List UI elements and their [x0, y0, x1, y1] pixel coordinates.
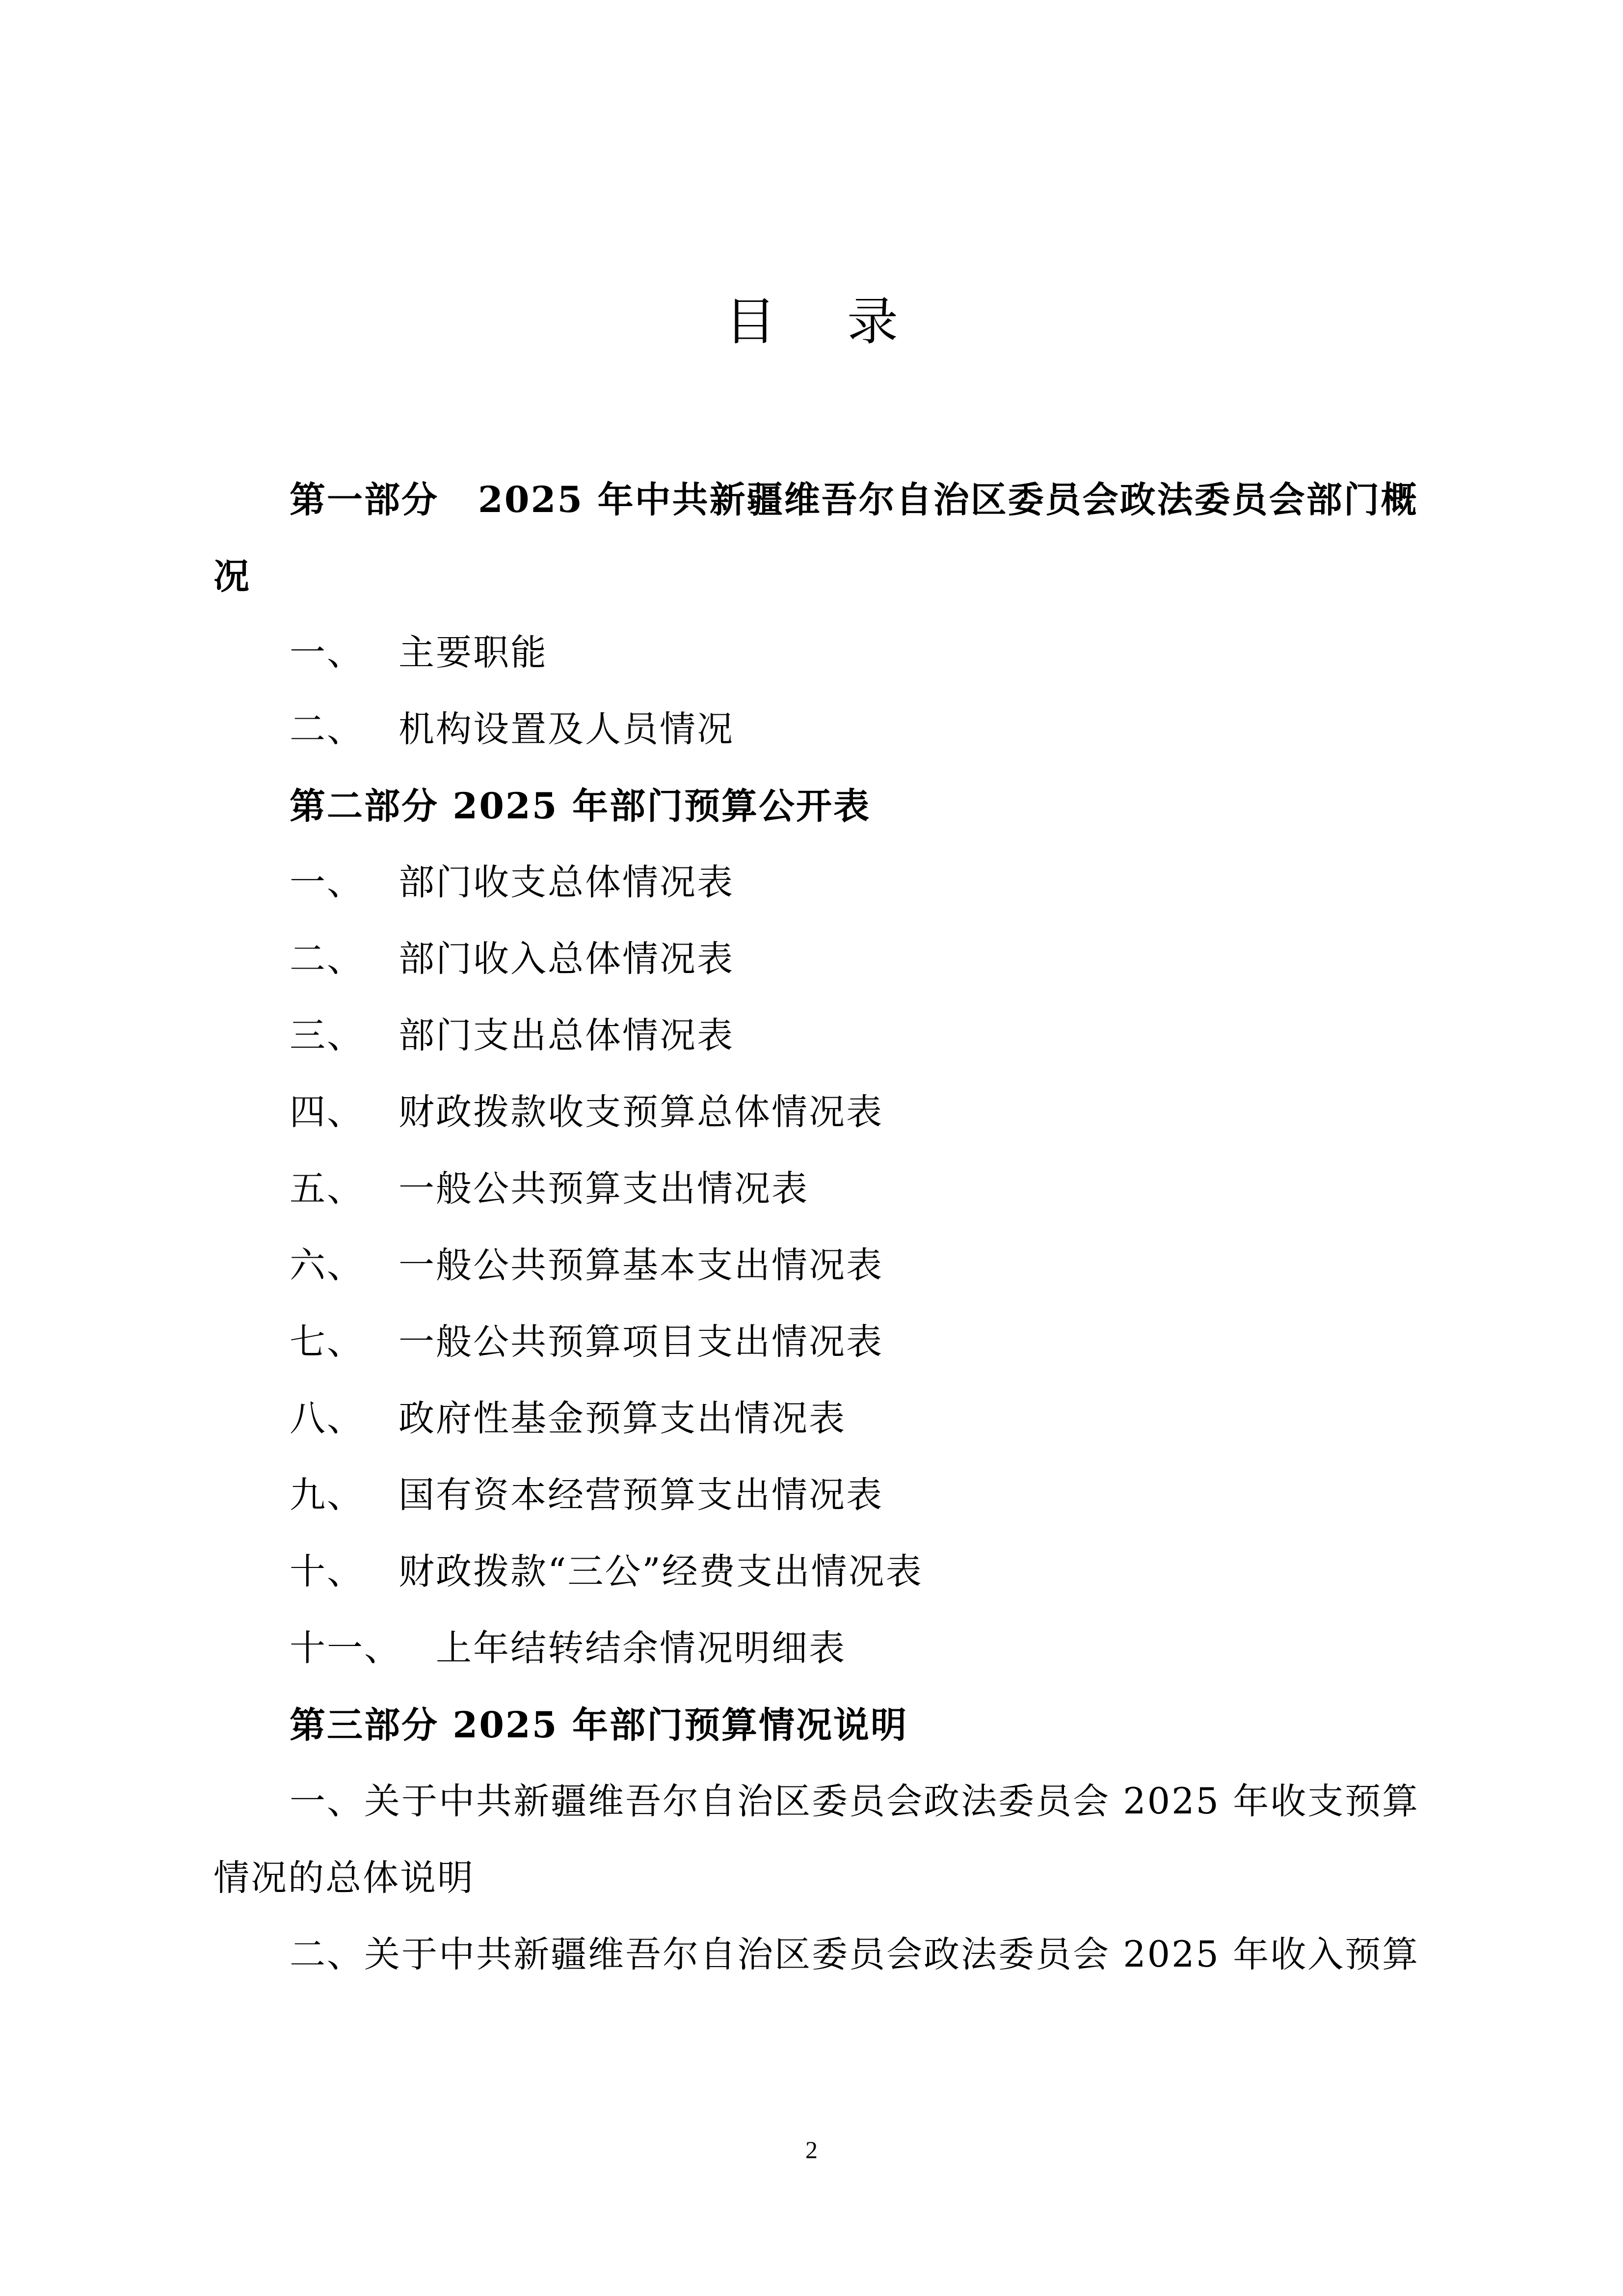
toc-part2-item-3[interactable] — [213, 998, 1431, 1074]
toc-item-text: 部门收支总体情况表 — [399, 862, 734, 903]
table-of-contents — [213, 461, 1431, 1993]
toc-part1-heading-continuation — [213, 538, 1431, 615]
toc-part1-item-1[interactable] — [213, 615, 1431, 691]
toc-item-text: 部门支出总体情况表 — [399, 1015, 734, 1056]
toc-item-number: 二、 — [290, 938, 364, 980]
toc-part2-heading[interactable] — [213, 768, 1431, 844]
toc-item-text: 上年结转结余情况明细表 — [436, 1627, 846, 1669]
toc-item-number: 九、 — [290, 1474, 364, 1516]
toc-part2-title: 第二部分 2025 年部门预算公开表 — [290, 785, 871, 827]
toc-part2-item-6[interactable] — [213, 1227, 1431, 1304]
toc-part3-item-1[interactable] — [213, 1763, 1431, 1840]
toc-item-text: 财政拨款收支预算总体情况表 — [399, 1091, 883, 1133]
toc-part2-item-9[interactable] — [213, 1457, 1431, 1534]
toc-item-text: 主要职能 — [399, 632, 548, 674]
toc-part3-item-1-continuation — [213, 1840, 1431, 1917]
toc-part1-item-2[interactable] — [213, 691, 1431, 768]
toc-item-number: 十、 — [290, 1551, 364, 1593]
toc-item-text: 一、关于中共新疆维吾尔自治区委员会政法委员会 2025 年收支预算 — [290, 1781, 1420, 1822]
toc-part2-item-11[interactable] — [213, 1610, 1431, 1687]
toc-item-text: 一般公共预算项目支出情况表 — [399, 1321, 883, 1363]
toc-item-number: 十一、 — [290, 1627, 401, 1669]
toc-item-number: 七、 — [290, 1321, 364, 1363]
toc-item-number: 四、 — [290, 1091, 364, 1133]
toc-item-number: 一、 — [290, 632, 364, 674]
toc-part1-title: 2025 年中共新疆维吾尔自治区委员会政法委员会部门概 — [478, 479, 1418, 521]
toc-item-text: 政府性基金预算支出情况表 — [399, 1398, 846, 1439]
toc-item-number: 三、 — [290, 1015, 364, 1056]
toc-part1-label: 第一部分 — [290, 479, 439, 521]
toc-part2-item-10[interactable] — [213, 1534, 1431, 1610]
toc-part1-heading[interactable] — [213, 461, 1431, 538]
toc-item-number: 一、 — [290, 862, 364, 903]
toc-item-number: 六、 — [290, 1244, 364, 1286]
toc-item-text: 一般公共预算支出情况表 — [399, 1168, 809, 1210]
toc-part3-item-2[interactable] — [213, 1917, 1431, 1993]
toc-part3-title: 第三部分 2025 年部门预算情况说明 — [290, 1704, 908, 1746]
toc-part3-heading[interactable] — [213, 1687, 1431, 1763]
toc-part2-item-7[interactable] — [213, 1304, 1431, 1380]
toc-part2-item-5[interactable] — [213, 1151, 1431, 1227]
toc-part2-item-1[interactable] — [213, 844, 1431, 921]
page-number: 2 — [805, 2136, 818, 2163]
toc-item-text: 国有资本经营预算支出情况表 — [399, 1474, 883, 1516]
toc-part1-title-wrap: 况 — [213, 555, 251, 597]
toc-item-number: 五、 — [290, 1168, 364, 1210]
toc-item-text: 机构设置及人员情况 — [399, 708, 734, 750]
toc-item-text: 财政拨款“三公”经费支出情况表 — [399, 1551, 923, 1593]
toc-item-number: 二、 — [290, 708, 364, 750]
toc-part2-item-4[interactable] — [213, 1074, 1431, 1151]
toc-part2-item-8[interactable] — [213, 1380, 1431, 1457]
toc-item-number: 八、 — [290, 1398, 364, 1439]
toc-item-text: 部门收入总体情况表 — [399, 938, 734, 980]
page-title: 目 录 — [724, 292, 926, 351]
toc-part2-item-2[interactable] — [213, 921, 1431, 998]
toc-item-text-wrap: 情况的总体说明 — [213, 1857, 475, 1899]
toc-item-text: 一般公共预算基本支出情况表 — [399, 1244, 883, 1286]
toc-item-text: 二、关于中共新疆维吾尔自治区委员会政法委员会 2025 年收入预算 — [290, 1934, 1420, 1975]
